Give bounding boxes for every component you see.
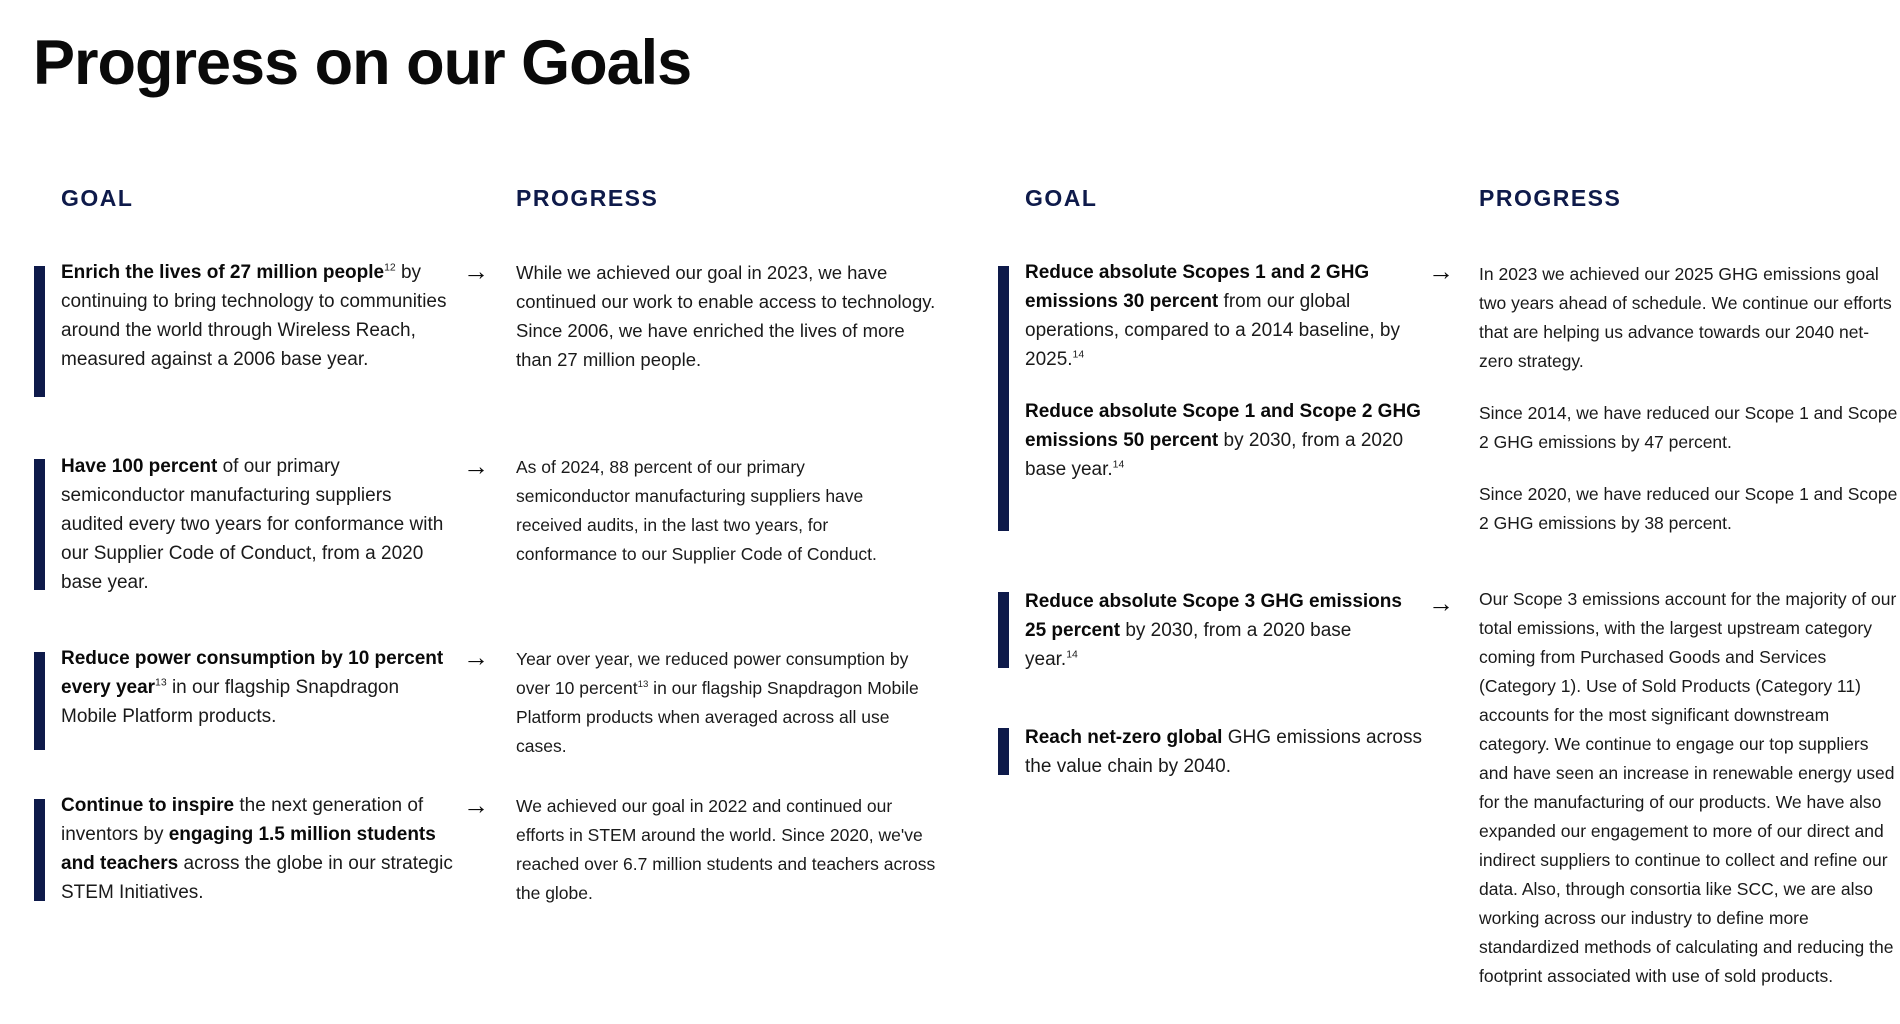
progress-supplier-audits: As of 2024, 88 percent of our primary semiconductor manufacturing suppliers have received audits, in the last two years, for conformance to our Supplier Code of Conduct. [516, 457, 877, 564]
progress-column-header-right: PROGRESS [1479, 185, 1622, 211]
progress-enrich-lives: While we achieved our goal in 2023, we have continued our work to enable access to technology. Since 2006, we have enriched the lives of more than 27 million people. [516, 262, 936, 370]
arrow-right-icon: → [463, 256, 489, 286]
goal-accent-bar [998, 592, 1009, 668]
footnote-ref: 12 [384, 262, 396, 274]
goal-column-header-right: GOAL [1025, 185, 1098, 211]
goal-enrich-lives [61, 258, 456, 374]
goal-accent-bar [34, 799, 45, 901]
goal-accent-bar [998, 266, 1009, 531]
goal-highlight: Enrich the lives of 27 million people [61, 262, 385, 283]
goal-highlight: Reduce absolute Scopes 1 and 2 GHG emissions 30 percent [1025, 262, 1370, 312]
goal-scope-3 [1025, 587, 1405, 674]
progress-column-header-left: PROGRESS [516, 185, 659, 211]
progress-scope-1-2 [1479, 260, 1899, 538]
goal-power-consumption [61, 644, 446, 731]
goal-highlight: Reach net-zero global [1025, 727, 1223, 748]
goal-accent-bar [998, 728, 1009, 775]
goal-body: by 2030, from a 2020 base year. [1025, 620, 1352, 670]
progress-body: in our flagship Snapdragon Mobile Platform products when averaged across all use cases. [516, 678, 919, 756]
goal-scope-1-2-2025 [1025, 258, 1425, 374]
progress-paragraph: In 2023 we achieved our 2025 GHG emissions goal two years ahead of schedule. We continue our efforts that are helping us advance towards our 2040 net-zero strategy. [1479, 264, 1892, 371]
arrow-right-icon: → [1428, 588, 1454, 618]
goal-accent-bar [34, 459, 45, 590]
goal-net-zero [1025, 723, 1425, 781]
goal-highlight: engaging 1.5 million students and teachers [61, 824, 436, 874]
footnote-ref: 13 [155, 677, 167, 689]
footnote-ref: 13 [637, 679, 649, 691]
goal-highlight: Continue to inspire [61, 795, 235, 816]
goal-column-header-left: GOAL [61, 185, 134, 211]
goal-body: across the globe in our strategic STEM Initiatives. [61, 853, 453, 903]
goal-highlight: Reduce power consumption by 10 percent every year [61, 648, 444, 698]
progress-scope-3: Our Scope 3 emissions account for the majority of our total emissions, with the largest upstream category coming from Purchased Goods and Services (Category 1). Use of Sold Products (Category 11) accounts for the most significant downstream category. We continue to engage our top suppliers and have seen an increase in renewable energy used for the manufacturing of our products. We have also expanded our engagement to more of our direct and indirect suppliers to continue to collect and refine our data. Also, through consortia like SCC, we are also working across our industry to define more standardized methods of calculating and reducing the footprint associated with use of sold products. [1479, 589, 1897, 986]
arrow-right-icon: → [463, 642, 489, 672]
goal-body: GHG emissions across the value chain by 2040. [1025, 727, 1422, 777]
arrow-right-icon: → [463, 790, 489, 820]
goal-body: the next generation of inventors by [61, 795, 424, 845]
arrow-right-icon: → [1428, 256, 1454, 286]
goal-stem-inspire [61, 791, 456, 907]
goal-body: in our flagship Snapdragon Mobile Platform products. [61, 677, 400, 727]
footnote-ref: 14 [1072, 349, 1085, 361]
goal-scope-1-2-2030 [1025, 397, 1425, 484]
goal-highlight: Reduce absolute Scope 3 GHG emissions 25 percent [1025, 591, 1402, 641]
footnote-ref: 14 [1112, 459, 1125, 471]
footnote-ref: 14 [1066, 649, 1078, 661]
goal-body: from our global operations, compared to a 2014 baseline, by 2025. [1025, 291, 1400, 370]
goal-scope-1-2 [1025, 258, 1425, 484]
goal-highlight: Have 100 percent [61, 456, 218, 477]
goal-body: of our primary semiconductor manufacturing suppliers audited every two years for conformance with our Supplier Code of Conduct, from a 2020 base year. [61, 456, 444, 593]
progress-paragraph: Since 2020, we have reduced our Scope 1 and Scope 2 GHG emissions by 38 percent. [1479, 484, 1898, 533]
goal-accent-bar [34, 266, 45, 397]
goal-accent-bar [34, 652, 45, 750]
progress-paragraph: Since 2014, we have reduced our Scope 1 and Scope 2 GHG emissions by 47 percent. [1479, 403, 1898, 452]
goal-highlight: Reduce absolute Scope 1 and Scope 2 GHG emissions 50 percent [1025, 401, 1421, 451]
progress-power-consumption [516, 645, 936, 761]
page-title: Progress on our Goals [33, 28, 692, 98]
goal-supplier-audits [61, 452, 456, 597]
progress-body: Year over year, we reduced power consumption by over 10 percent [516, 649, 909, 698]
goal-body: by 2030, from a 2020 base year. [1025, 430, 1404, 480]
progress-stem-inspire: We achieved our goal in 2022 and continued our efforts in STEM around the world. Since 2020, we've reached over 6.7 million students and teachers across the globe. [516, 796, 936, 903]
arrow-right-icon: → [463, 451, 489, 481]
goal-body: by continuing to bring technology to communities around the world through Wireless Reach, measured against a 2006 base year. [61, 262, 447, 370]
